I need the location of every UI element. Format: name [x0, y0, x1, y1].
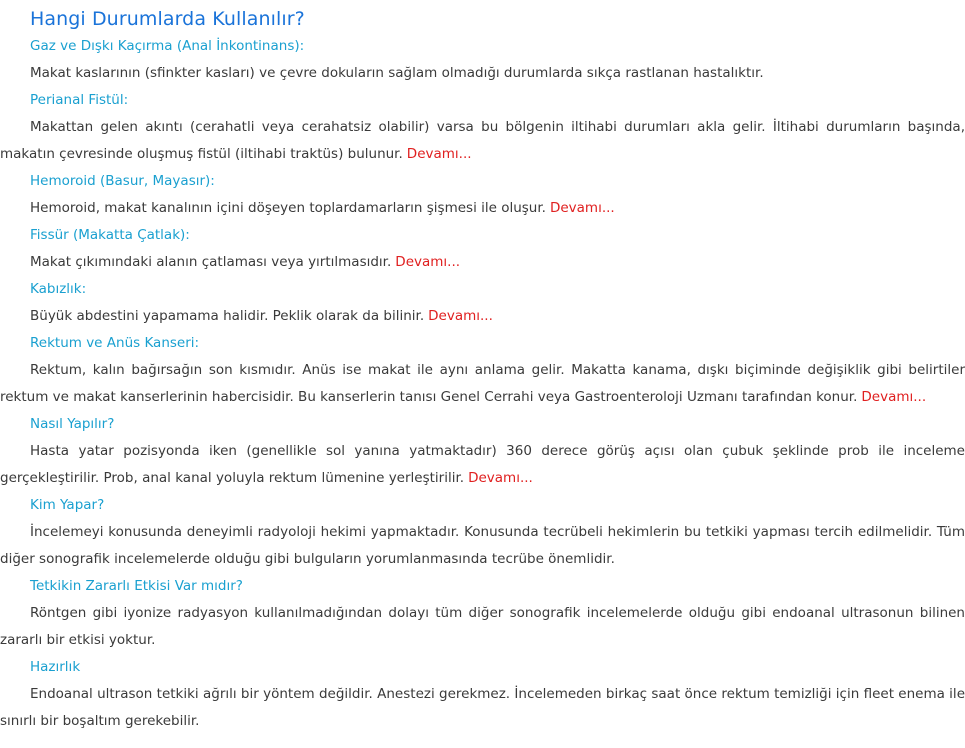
section-text	[0, 303, 965, 330]
section-heading: Perianal Fistül:	[30, 92, 129, 108]
section	[0, 33, 965, 87]
section-heading: Rektum ve Anüs Kanseri:	[30, 335, 200, 351]
section	[0, 276, 965, 330]
section-body: Hasta yatar pozisyonda iken (genellikle sol yanına yatmaktadır) 360 derece görüş açısı olan çubuk şeklinde prob ile inceleme gerçekleştirilir. Prob, anal kanal yoluyla rektum lümenine yerleştirilir.	[0, 443, 965, 486]
section	[0, 492, 965, 573]
section	[0, 330, 965, 411]
section-body: Rektum, kalın bağırsağın son kısmıdır. Anüs ise makat ile aynı anlama gelir. Makatta kanama, dışkı biçiminde değişiklik gibi belirtiler rektum ve makat kanserlerinin habercisidir. Bu kanserlerin tanısı Genel Cerrahi veya Gastroenteroloji Uzmanı tarafından konur.	[0, 362, 965, 405]
section-body: Büyük abdestini yapamama halidir. Peklik olarak da bilinir.	[30, 308, 425, 324]
section-body: Makat çıkımındaki alanın çatlaması veya yırtılmasıdır.	[30, 254, 392, 270]
section-text	[0, 438, 965, 492]
read-more-link[interactable]: Devamı...	[406, 146, 472, 162]
section-heading: Kabızlık:	[30, 281, 87, 297]
section	[0, 168, 965, 222]
section-body: Makat kaslarının (sfinkter kasları) ve çevre dokuların sağlam olmadığı durumlarda sıkça rastlanan hastalıktır.	[30, 65, 764, 81]
section-heading: Nasıl Yapılır?	[30, 416, 115, 432]
section-body: Endoanal ultrason tetkiki ağrılı bir yöntem değildir. Anestezi gerekmez. İncelemeden birkaç saat önce rektum temizliği için fleet enema ile sınırlı bir boşaltım gerekebilir.	[0, 686, 965, 729]
section-text	[0, 519, 965, 573]
read-more-link[interactable]: Devamı...	[861, 389, 927, 405]
section-text	[0, 357, 965, 411]
section-text	[0, 249, 965, 276]
sections-container	[0, 33, 965, 735]
section	[0, 654, 965, 735]
section-heading: Tetkikin Zararlı Etkisi Var mıdır?	[30, 578, 243, 594]
read-more-link[interactable]: Devamı...	[468, 470, 533, 486]
section-heading: Gaz ve Dışkı Kaçırma (Anal İnkontinans):	[30, 38, 305, 54]
section-heading: Kim Yapar?	[30, 497, 105, 513]
section	[0, 222, 965, 276]
section-text	[0, 60, 965, 87]
read-more-link[interactable]: Devamı...	[549, 200, 615, 216]
read-more-link[interactable]: Devamı...	[395, 254, 461, 270]
section-text	[0, 681, 965, 735]
section-body: Makattan gelen akıntı (cerahatli veya cerahatsiz olabilir) varsa bu bölgenin iltihabi durumları akla gelir. İltihabi durumların başında, makatın çevresinde oluşmuş fistül (iltihabi traktüs) bulunur.	[0, 119, 965, 162]
section-heading: Hemoroid (Basur, Mayasır):	[30, 173, 215, 189]
section-heading: Hazırlık	[30, 659, 81, 675]
section-body: Röntgen gibi iyonize radyasyon kullanılmadığından dolayı tüm diğer sonografik incelemelerde olduğu gibi endoanal ultrasonun bilinen zararlı bir etkisi yoktur.	[0, 605, 965, 648]
read-more-link[interactable]: Devamı...	[428, 308, 493, 324]
section	[0, 87, 965, 168]
section	[0, 573, 965, 654]
section-heading: Fissür (Makatta Çatlak):	[30, 227, 190, 243]
section-text	[0, 600, 965, 654]
section-text	[0, 114, 965, 168]
section-body: Hemoroid, makat kanalının içini döşeyen toplardamarların şişmesi ile oluşur.	[30, 200, 546, 216]
section	[0, 411, 965, 492]
section-body: İncelemeyi konusunda deneyimli radyoloji hekimi yapmaktadır. Konusunda tecrübeli hekimlerin bu tetkiki yapması tercih edilmelidir. Tüm diğer sonografik incelemelerde olduğu gibi bulguların yorumlanmasında tecrübe önemlidir.	[0, 524, 965, 567]
page-title: Hangi Durumlarda Kullanılır?	[30, 8, 305, 30]
section-text	[0, 195, 965, 222]
